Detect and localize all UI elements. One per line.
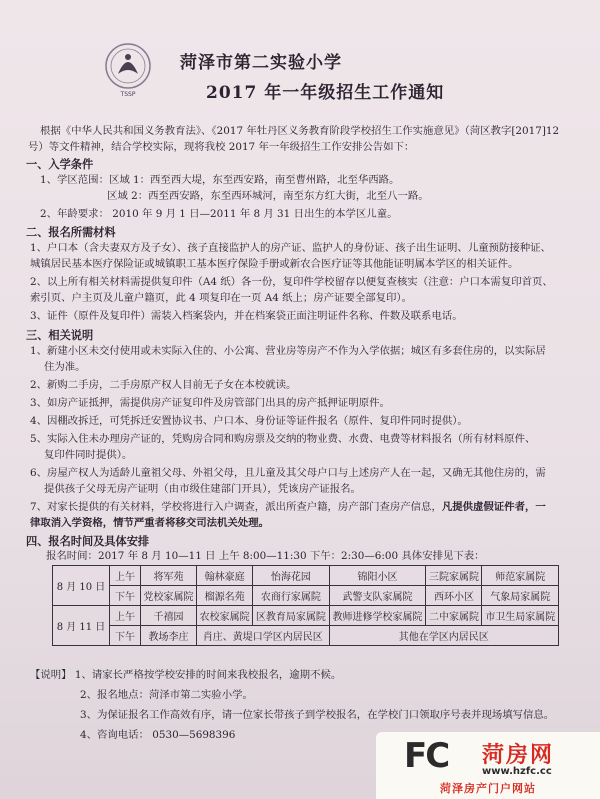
table-row [53,586,559,606]
table-cell: 将军苑 [141,566,197,586]
section1-item1-line2: 区域 2：西至西安路，东至西环城河，南至东方红大街，北至八一路。 [107,190,429,202]
section3-item7a-bold: 凡提供虚假证件者，一 [441,501,546,513]
note-4: 4、咨询电话： 0530—5698396 [80,729,236,741]
table-cell-date: 8 月 10 日 [53,566,110,606]
table-cell: 教师进修学校家属院 [329,606,426,626]
table-cell: 翰林豪庭 [197,566,253,586]
table-cell-slot: 上午 [110,566,141,586]
watermark-fc-logo: FC [404,736,449,776]
section2-item3: 3、证件（原件及复印件）需装入档案袋内，并在档案袋正面注明证件名称、件数及联系电话。 [30,310,463,322]
section3-item1b: 住为准。 [44,361,86,373]
section3-item7b: 律取消入学资格，情节严重者将移交司法机关处理。 [30,517,269,529]
table-cell: 党校家属院 [141,586,197,606]
table-cell: 其他在学区内居民区 [329,626,558,646]
table-cell: 西环小区 [426,586,482,606]
table-cell: 肖庄、黄堤口学区内居民区 [197,626,330,646]
section3-item5b: 复印件同时提供）。 [44,449,133,461]
table-cell: 气象局家属院 [482,586,559,606]
intro-line2: 号）等文件精神，结合学校实际，现将我校 2017 年一年级招生工作安排公告如下： [28,141,415,153]
section3-item1a: 1、新建小区未交付使用或未实际入住的、小公寓、营业房等房产不作为入学依据；城区有多套住房的，以实际居 [30,345,546,357]
note-3: 3、为保证报名工作高效有序，请一位家长带孩子到学校报名，在学校门口领取序号表并现场填写信息。 [80,709,555,721]
table-cell: 锦阳小区 [329,566,426,586]
notes-label: 【说明】 [30,669,72,681]
table-cell: 区教育局家属院 [253,606,329,626]
school-logo-icon [100,40,156,100]
section2-item1a: 1、户口本（含夫妻双方及子女）、孩子直接监护人的房产证、监护人的身份证、孩子出生证明、儿童预防接种证、 [30,242,551,254]
table-cell-slot: 上午 [110,606,141,626]
schedule-table [52,565,559,646]
section3-item6a: 6、房屋产权人为适龄儿童祖父母、外祖父母，且儿童及其父母户口与上述房产人在一起，又确无其他住房的，需 [30,467,546,479]
table-cell: 千禧园 [141,606,197,626]
table-cell: 三院家属院 [426,566,482,586]
section3-heading: 三、相关说明 [26,328,94,342]
logo-caption: TSSP [120,91,136,98]
watermark-subtitle: 菏泽房产门户网站 [440,782,536,795]
note-1: 1、请家长严格按学校安排的时间来我校报名，逾期不候。 [74,669,342,681]
watermark-site-name: 菏房网 [482,743,555,768]
section3-item4: 4、因棚改拆迁，可凭拆迁安置协议书、户口本、身份证等证件报名（原件、复印件同时提供）。 [30,415,468,427]
section4-heading: 四、报名时间及具体安排 [26,534,150,548]
table-cell-slot: 下午 [110,626,141,646]
table-cell: 二中家属院 [426,606,482,626]
section3-item7a-normal: 7、对家长提供的有关材料，学校将进行入户调查，派出所查户籍，房产部门查房产信息， [30,501,442,513]
table-cell: 师范家属院 [482,566,559,586]
table-cell-slot: 下午 [110,586,141,606]
section3-item5a: 5、实际入住未办理房产证的，凭购房合同和购房票及交纳的物业费、水费、电费等材料报名（所有材料原件、 [30,433,536,445]
table-cell: 怡海花园 [253,566,329,586]
table-cell: 市卫生局家属院 [482,606,559,626]
section2-item2a: 2、以上所有相关材料需提供复印件（A4 纸）各一份，复印件学校留存以便复查核实（注意：户口本需复印首页、 [30,276,553,288]
table-cell: 教场李庄 [141,626,197,646]
section1-item1: 1、学区范围：区域 1：西至西大堤，东至西安路，南至曹州路，北至华西路。 [40,174,400,186]
table-cell: 农校家属院 [197,606,253,626]
section1-heading: 一、入学条件 [26,157,94,171]
section3-item3: 3、如房产证抵押，需提供房产证复印件及房管部门出具的房产抵押证明原件。 [30,397,390,409]
intro-line1: 根据《中华人民共和国义务教育法》、《2017 年牡丹区义务教育阶段学校招生工作实施意见》（菏区教字[2017]12 [40,125,560,137]
note-2: 2、报名地点：菏泽市第二实验小学。 [80,689,253,701]
section1-item2: 2、年龄要求： 2010 年 9 月 1 日—2011 年 8 月 31 日出生的本学区儿童。 [40,208,398,220]
section2-item2b: 索引页、户主页及儿童户籍页，此 4 项复印在一页 A4 纸上；房产证要全部复印）。 [30,292,413,304]
table-cell: 农商行家属院 [253,586,329,606]
section2-heading: 二、报名所需材料 [26,225,116,239]
notes-line1 [30,668,341,682]
table-row [53,626,559,646]
table-cell: 武警支队家属院 [329,586,426,606]
page-title: 2017 年一年级招生工作通知 [206,83,445,103]
section3-item6b: 提供孩子父母无房产证明（由市级住建部门开具），凭该房产证报名。 [44,483,361,495]
table-cell-date: 8 月 11 日 [53,606,110,646]
table-row [53,566,559,586]
watermark-url: www.hzfc.cc [482,766,552,777]
section2-item1b: 城镇居民基本医疗保险证或城镇职工基本医疗保险手册或新农合医疗证等其他能证明属本学区的相关证件。 [30,258,519,270]
school-name: 菏泽市第二实验小学 [180,53,342,73]
section3-item2: 2、新购二手房，二手房原产权人目前无子女在本校就读。 [30,379,297,391]
schedule-time-line: 报名时间：2017 年 8 月 10—11 日 上午 8:00—11:30 下午：2:30—6:00 具体安排见下表： [46,550,485,562]
table-cell: 榴源名苑 [197,586,253,606]
table-row [53,606,559,626]
section3-item7a [30,500,546,514]
